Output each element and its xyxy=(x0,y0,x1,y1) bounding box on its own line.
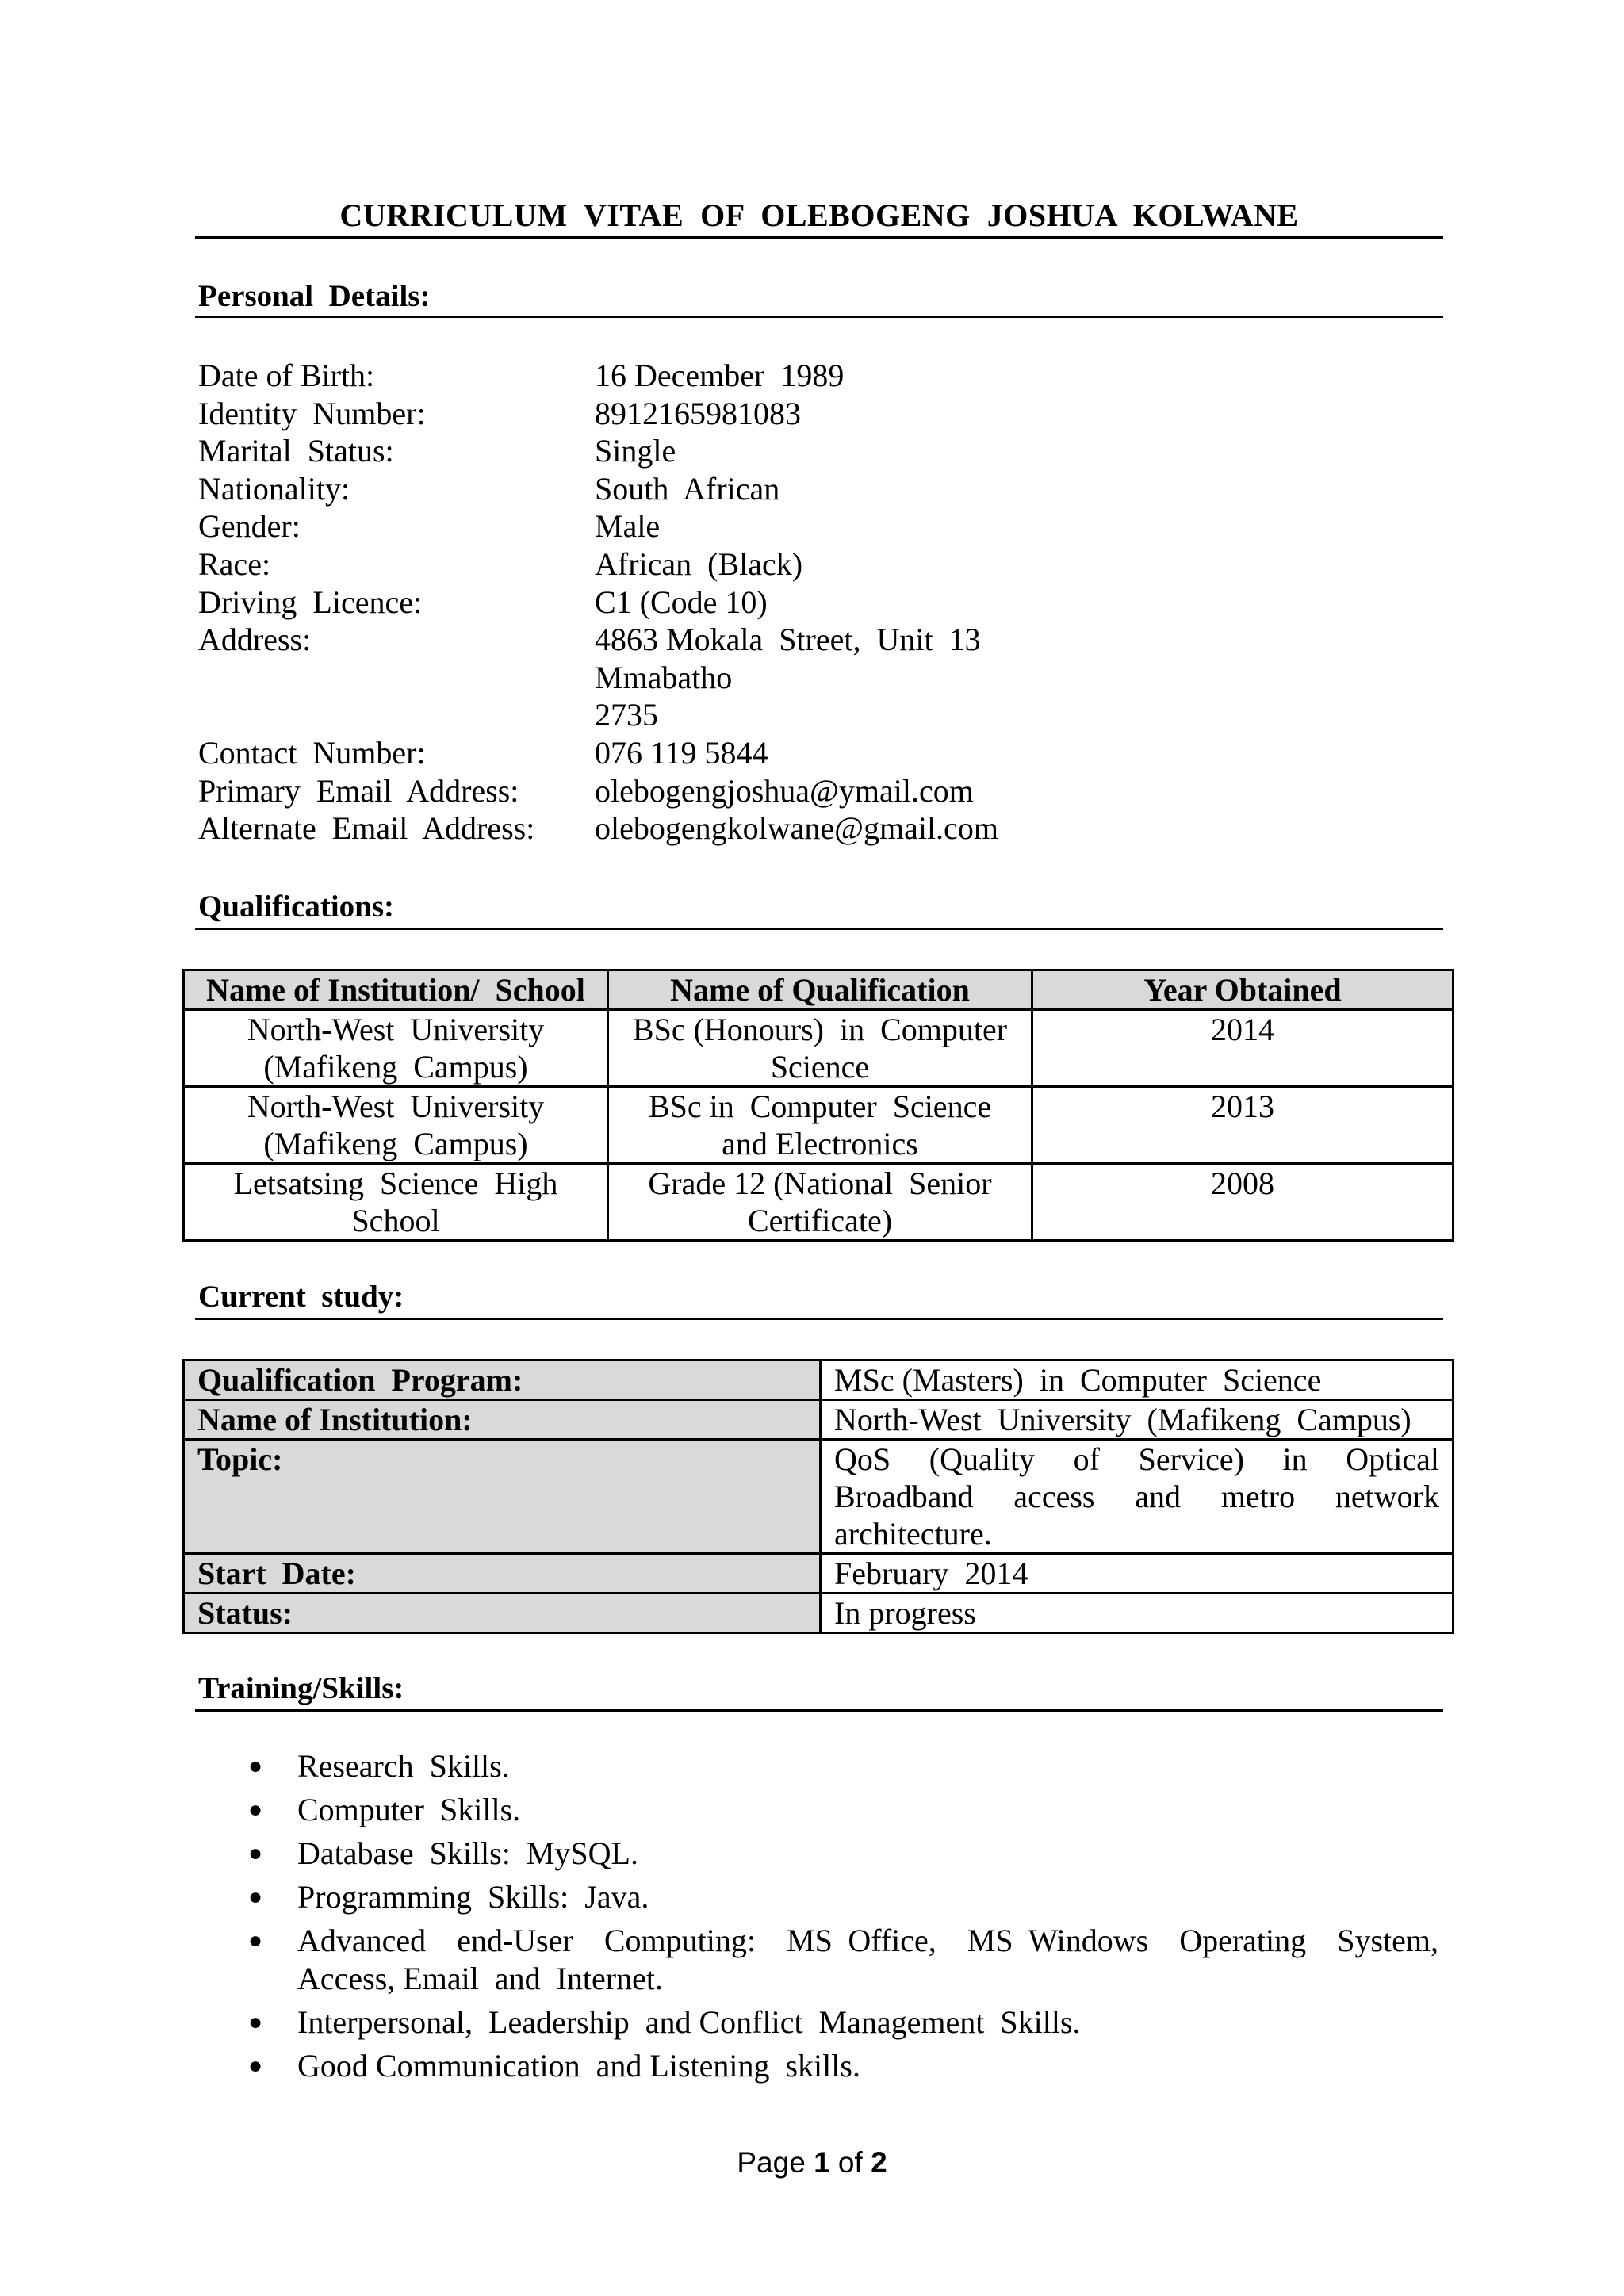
qualification-line: and Electronics xyxy=(722,1126,918,1161)
list-item xyxy=(198,2047,1443,2085)
skills-list xyxy=(198,1747,1454,2091)
skill-text: Good Communication and Listening skills. xyxy=(297,2048,860,2084)
detail-value: 16 December 1989 xyxy=(595,358,845,393)
detail-value: Single xyxy=(595,433,676,469)
qualification-cell xyxy=(608,1164,1032,1241)
detail-row xyxy=(198,545,1443,584)
detail-label: Primary Email Address: xyxy=(198,772,519,809)
study-field-label: Qualification Program: xyxy=(184,1360,821,1400)
detail-value: 076 119 5844 xyxy=(595,734,768,771)
training-skills-rule xyxy=(195,1709,1443,1712)
personal-details-heading: Personal Details: xyxy=(198,279,431,313)
qualification-line: Science xyxy=(770,1049,870,1085)
bullet-icon: ● xyxy=(248,1840,263,1866)
qualification-cell xyxy=(608,1010,1032,1087)
detail-row xyxy=(198,432,1443,470)
detail-row xyxy=(198,696,1443,734)
detail-label xyxy=(198,696,595,734)
table-row xyxy=(184,1400,1454,1440)
list-item xyxy=(198,1878,1443,1916)
study-field-label: Topic: xyxy=(184,1440,821,1554)
training-skills-heading: Training/Skills: xyxy=(198,1671,404,1705)
institution-line: North-West University xyxy=(247,1012,545,1047)
year-cell: 2013 xyxy=(1032,1087,1454,1164)
page-number-total: 2 xyxy=(871,2146,887,2179)
bullet-icon: ● xyxy=(248,1753,263,1779)
detail-value: African (Black) xyxy=(595,545,803,582)
study-field-value: In progress xyxy=(821,1594,1454,1633)
year-cell: 2008 xyxy=(1032,1164,1454,1241)
detail-label: Alternate Email Address: xyxy=(198,810,535,847)
study-field-value: QoS (Quality of Service) in Optical Broadband access and metro network architecture. xyxy=(821,1440,1454,1554)
skill-text: Programming Skills: Java. xyxy=(297,1879,649,1915)
current-study-heading: Current study: xyxy=(198,1280,404,1314)
detail-row xyxy=(198,734,1443,772)
detail-value: C1 (Code 10) xyxy=(595,584,768,620)
qualifications-header-row xyxy=(184,970,1454,1010)
detail-value: 2735 xyxy=(595,697,658,733)
skill-text: Research Skills. xyxy=(297,1748,510,1784)
detail-value: 8912165981083 xyxy=(595,395,801,431)
detail-label: Contact Number: xyxy=(198,734,426,771)
page-number xyxy=(0,2145,1624,2180)
table-row xyxy=(184,1164,1454,1241)
list-item xyxy=(198,1747,1443,1785)
bullet-icon: ● xyxy=(248,1884,263,1910)
bullet-icon: ● xyxy=(248,2053,263,2079)
column-header-year: Year Obtained xyxy=(1032,970,1454,1010)
detail-row xyxy=(198,395,1443,433)
current-study-table xyxy=(182,1359,1454,1634)
page-number-middle: of xyxy=(829,2146,871,2179)
personal-details-list xyxy=(198,357,1443,848)
detail-label: Address: xyxy=(198,622,312,658)
bullet-icon: ● xyxy=(248,1797,263,1823)
table-row xyxy=(184,1594,1454,1633)
detail-row xyxy=(198,470,1443,508)
qualifications-rule xyxy=(195,928,1443,930)
detail-row xyxy=(198,584,1443,622)
list-item xyxy=(198,1791,1443,1829)
institution-cell xyxy=(184,1164,608,1241)
skill-text: Computer Skills. xyxy=(297,1792,521,1827)
institution-line: (Mafikeng Campus) xyxy=(263,1126,528,1161)
table-row xyxy=(184,1360,1454,1400)
detail-row xyxy=(198,809,1443,848)
table-row xyxy=(184,1087,1454,1164)
qualification-line: BSc (Honours) in Computer xyxy=(632,1012,1008,1047)
institution-line: North-West University xyxy=(247,1089,545,1124)
study-field-value: MSc (Masters) in Computer Science xyxy=(821,1360,1454,1400)
skill-text: Database Skills: MySQL. xyxy=(297,1835,638,1871)
detail-value: olebogengkolwane@gmail.com xyxy=(595,810,998,847)
page-number-current: 1 xyxy=(814,2146,830,2179)
detail-row xyxy=(198,772,1443,810)
title-rule xyxy=(195,236,1443,239)
current-study-rule xyxy=(195,1318,1443,1320)
list-item xyxy=(198,1922,1454,1998)
bullet-icon: ● xyxy=(248,1927,263,1954)
page-title: CURRICULUM VITAE OF OLEBOGENG JOSHUA KOLWANE xyxy=(339,197,1299,233)
study-field-value: February 2014 xyxy=(821,1554,1454,1594)
table-row xyxy=(184,1010,1454,1087)
detail-label: Race: xyxy=(198,545,271,582)
institution-line: Letsatsing Science High xyxy=(233,1165,558,1201)
bullet-icon: ● xyxy=(248,2009,263,2035)
detail-label: Driving Licence: xyxy=(198,584,423,620)
qualification-line: Grade 12 (National Senior xyxy=(648,1165,992,1201)
year-cell: 2014 xyxy=(1032,1010,1454,1087)
column-header-qualification: Name of Qualification xyxy=(608,970,1032,1010)
detail-value: 4863 Mokala Street, Unit 13 xyxy=(595,622,981,658)
list-item xyxy=(198,2003,1443,2042)
detail-row xyxy=(198,507,1443,545)
qualification-line: Certificate) xyxy=(747,1203,893,1238)
skill-text: Interpersonal, Leadership and Conflict Management Skills. xyxy=(297,2004,1081,2040)
qualifications-table xyxy=(182,969,1454,1242)
detail-row xyxy=(198,357,1443,395)
table-row xyxy=(184,1440,1454,1554)
page-number-prefix: Page xyxy=(737,2146,814,2179)
detail-value: olebogengjoshua@ymail.com xyxy=(595,772,974,809)
institution-line: School xyxy=(351,1203,440,1238)
table-row xyxy=(184,1554,1454,1594)
list-item xyxy=(198,1835,1443,1873)
detail-row xyxy=(198,621,1443,659)
detail-label xyxy=(198,659,595,697)
detail-label: Date of Birth: xyxy=(198,358,375,393)
institution-line: (Mafikeng Campus) xyxy=(263,1049,528,1085)
qualification-cell xyxy=(608,1087,1032,1164)
detail-row xyxy=(198,659,1443,697)
qualification-line: BSc in Computer Science xyxy=(648,1089,992,1124)
detail-value: South African xyxy=(595,470,780,507)
institution-cell xyxy=(184,1087,608,1164)
detail-value: Male xyxy=(595,508,661,545)
detail-label: Nationality: xyxy=(198,470,350,507)
study-field-label: Status: xyxy=(184,1594,821,1633)
institution-cell xyxy=(184,1010,608,1087)
skill-text: Advanced end-User Computing: MS Office, MS Windows Operating System, Access, Email and Internet. xyxy=(297,1923,1454,1996)
study-field-value: North-West University (Mafikeng Campus) xyxy=(821,1400,1454,1440)
detail-label: Identity Number: xyxy=(198,395,426,431)
personal-details-rule xyxy=(195,316,1443,318)
study-field-label: Start Date: xyxy=(184,1554,821,1594)
detail-label: Gender: xyxy=(198,508,301,545)
detail-label: Marital Status: xyxy=(198,433,394,469)
column-header-institution: Name of Institution/ School xyxy=(184,970,608,1010)
qualifications-heading: Qualifications: xyxy=(198,890,395,924)
detail-value: Mmabatho xyxy=(595,659,733,695)
study-field-label: Name of Institution: xyxy=(184,1400,821,1440)
